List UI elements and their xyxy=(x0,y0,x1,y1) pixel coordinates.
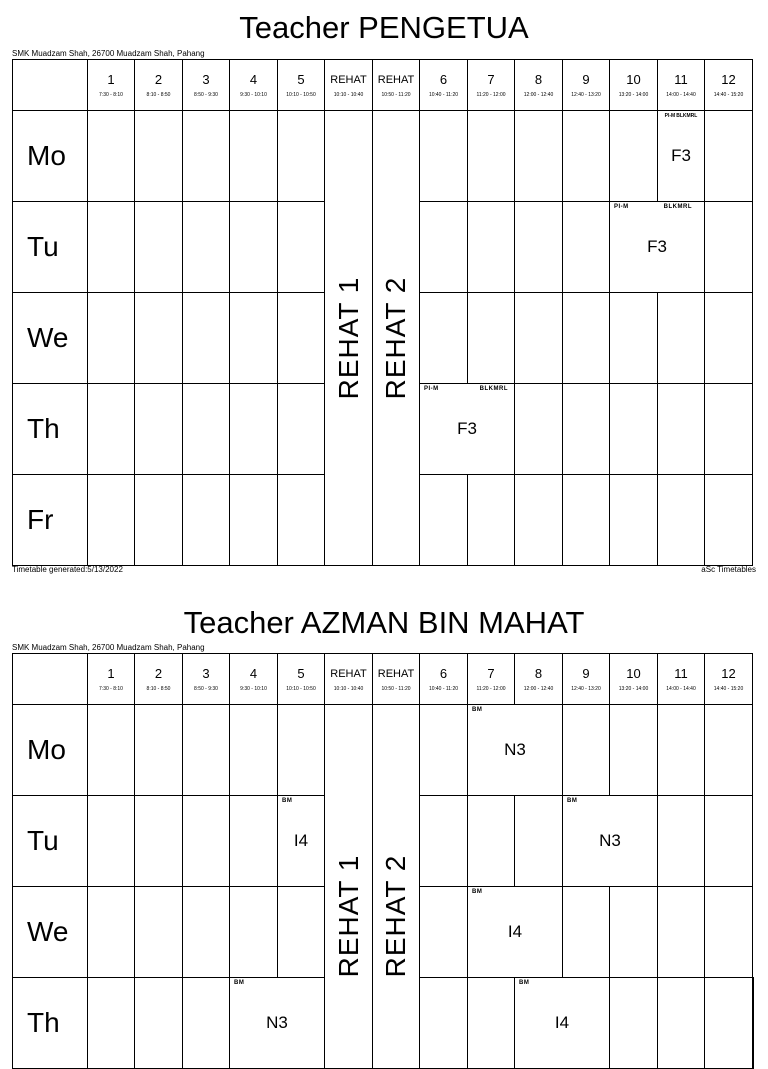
period-header: 4 9:30 - 10:10 xyxy=(230,60,278,111)
lesson-subject: BM xyxy=(472,707,483,713)
period-header: REHAT 10:50 - 11:20 xyxy=(373,654,420,705)
empty-cell xyxy=(705,384,753,475)
empty-cell xyxy=(563,202,610,293)
lesson-cell[interactable] xyxy=(278,796,325,887)
lesson-class: I4 xyxy=(293,831,309,850)
empty-cell xyxy=(135,384,183,475)
period-header: 4 9:30 - 10:10 xyxy=(230,654,278,705)
empty-cell xyxy=(705,293,753,384)
empty-cell xyxy=(420,475,468,566)
empty-cell xyxy=(135,978,183,1069)
empty-cell xyxy=(135,293,183,384)
period-header: 7 11:20 - 12:00 xyxy=(468,654,515,705)
period-header: 11 14:00 - 14:40 xyxy=(658,654,705,705)
empty-cell xyxy=(610,384,658,475)
empty-cell xyxy=(183,887,230,978)
empty-cell xyxy=(610,887,658,978)
empty-cell xyxy=(183,111,230,202)
generated-date: Timetable generated:5/13/2022 xyxy=(12,565,123,574)
lesson-cell[interactable] xyxy=(610,202,705,293)
period-header: 12 14:40 - 15:20 xyxy=(705,60,753,111)
empty-cell xyxy=(658,796,705,887)
empty-cell xyxy=(183,202,230,293)
period-header: 12 14:40 - 15:20 xyxy=(705,654,753,705)
empty-cell xyxy=(278,111,325,202)
empty-cell xyxy=(420,796,468,887)
corner-cell xyxy=(13,654,88,705)
empty-cell xyxy=(658,475,705,566)
empty-cell xyxy=(705,202,753,293)
empty-cell xyxy=(515,796,563,887)
lesson-cell[interactable] xyxy=(468,887,563,978)
empty-cell xyxy=(468,796,515,887)
teacher2-title: Teacher AZMAN BIN MAHAT xyxy=(183,605,585,640)
lesson-subject: PI-M xyxy=(424,386,439,392)
empty-cell xyxy=(610,293,658,384)
empty-cell xyxy=(183,978,230,1069)
empty-cell xyxy=(278,475,325,566)
empty-cell xyxy=(610,705,658,796)
period-header: REHAT 10:50 - 11:20 xyxy=(373,60,420,111)
empty-cell xyxy=(753,978,754,1069)
empty-cell xyxy=(278,293,325,384)
period-header: 2 8:10 - 8:50 xyxy=(135,654,183,705)
rehat2-cell: REHAT 2 xyxy=(373,111,420,566)
lesson-cell[interactable] xyxy=(230,978,325,1069)
teacher1-title: Teacher PENGETUA xyxy=(239,10,529,45)
teacher1-timetable xyxy=(12,59,753,566)
corner-cell xyxy=(13,60,88,111)
empty-cell xyxy=(230,705,278,796)
period-header: 9 12:40 - 13:20 xyxy=(563,654,610,705)
rehat1-cell: REHAT 1 xyxy=(325,111,373,566)
day-label: Mo xyxy=(13,705,88,796)
empty-cell xyxy=(183,475,230,566)
lesson-cell[interactable] xyxy=(468,705,563,796)
empty-cell xyxy=(135,202,183,293)
period-header: 6 10:40 - 11:20 xyxy=(420,654,468,705)
lesson-class: I4 xyxy=(507,922,523,941)
empty-cell xyxy=(230,111,278,202)
empty-cell xyxy=(563,293,610,384)
empty-cell xyxy=(278,202,325,293)
empty-cell xyxy=(515,475,563,566)
day-label: We xyxy=(13,293,88,384)
empty-cell xyxy=(515,202,563,293)
day-label: Tu xyxy=(13,202,88,293)
teacher2-row-monday xyxy=(13,705,754,796)
teacher1-school-name: SMK Muadzam Shah, 26700 Muadzam Shah, Pahang xyxy=(12,49,205,58)
empty-cell xyxy=(135,705,183,796)
lesson-class: F3 xyxy=(671,146,691,165)
lesson-class: N3 xyxy=(266,1013,288,1032)
empty-cell xyxy=(88,293,135,384)
empty-cell xyxy=(135,475,183,566)
empty-cell xyxy=(515,384,563,475)
empty-cell xyxy=(88,111,135,202)
empty-cell xyxy=(278,384,325,475)
period-header: 3 8:50 - 9:30 xyxy=(183,60,230,111)
empty-cell xyxy=(705,978,753,1069)
teacher2-header-row xyxy=(13,654,754,705)
period-header: 10 13:20 - 14:00 xyxy=(610,60,658,111)
period-header: 5 10:10 - 10:50 xyxy=(278,654,325,705)
teacher1-header-row xyxy=(13,60,753,111)
empty-cell xyxy=(658,293,705,384)
lesson-cell[interactable] xyxy=(658,111,705,202)
teacher2-school-name: SMK Muadzam Shah, 26700 Muadzam Shah, Pahang xyxy=(12,643,205,652)
empty-cell xyxy=(183,293,230,384)
period-header: 6 10:40 - 11:20 xyxy=(420,60,468,111)
empty-cell xyxy=(88,384,135,475)
empty-cell xyxy=(420,887,468,978)
lesson-subject: BM xyxy=(234,980,245,986)
empty-cell xyxy=(515,111,563,202)
empty-cell xyxy=(563,475,610,566)
empty-cell xyxy=(420,111,468,202)
empty-cell xyxy=(705,796,753,887)
period-header: 5 10:10 - 10:50 xyxy=(278,60,325,111)
period-header: REHAT 10:10 - 10:40 xyxy=(325,654,373,705)
period-header: 7 11:20 - 12:00 xyxy=(468,60,515,111)
lesson-room: BLKMRL xyxy=(676,113,698,119)
empty-cell xyxy=(420,705,468,796)
empty-cell xyxy=(563,887,610,978)
teacher1-row-monday xyxy=(13,111,753,202)
empty-cell xyxy=(658,384,705,475)
lesson-subject: PI-M xyxy=(664,113,676,119)
empty-cell xyxy=(88,796,135,887)
period-header: 11 14:00 - 14:40 xyxy=(658,60,705,111)
period-header: 2 8:10 - 8:50 xyxy=(135,60,183,111)
lesson-class: I4 xyxy=(554,1013,570,1032)
period-header: 9 12:40 - 13:20 xyxy=(563,60,610,111)
empty-cell xyxy=(610,978,658,1069)
empty-cell xyxy=(468,978,515,1069)
period-header: 10 13:20 - 14:00 xyxy=(610,654,658,705)
empty-cell xyxy=(610,111,658,202)
empty-cell xyxy=(88,887,135,978)
empty-cell xyxy=(658,887,705,978)
empty-cell xyxy=(183,796,230,887)
empty-cell xyxy=(705,887,753,978)
empty-cell xyxy=(563,384,610,475)
period-header: 1 7:30 - 8:10 xyxy=(88,654,135,705)
lesson-class: N3 xyxy=(504,740,526,759)
lesson-subject: BM xyxy=(472,889,483,895)
lesson-cell[interactable] xyxy=(563,796,658,887)
empty-cell xyxy=(515,293,563,384)
empty-cell xyxy=(88,202,135,293)
empty-cell xyxy=(278,705,325,796)
empty-cell xyxy=(230,202,278,293)
empty-cell xyxy=(468,475,515,566)
day-label: Th xyxy=(13,384,88,475)
empty-cell xyxy=(230,796,278,887)
lesson-class: N3 xyxy=(599,831,621,850)
lesson-subject: BM xyxy=(282,798,293,804)
lesson-room: BLKMRL xyxy=(663,204,692,210)
empty-cell xyxy=(468,111,515,202)
empty-cell xyxy=(420,293,468,384)
empty-cell xyxy=(658,705,705,796)
empty-cell xyxy=(183,384,230,475)
lesson-subject: BM xyxy=(567,798,578,804)
period-header: 3 8:50 - 9:30 xyxy=(183,654,230,705)
period-header: REHAT 10:10 - 10:40 xyxy=(325,60,373,111)
day-label: Mo xyxy=(13,111,88,202)
empty-cell xyxy=(88,475,135,566)
software-credit: aSc Timetables xyxy=(701,565,756,574)
lesson-subject: PI-M xyxy=(614,204,629,210)
empty-cell xyxy=(658,978,705,1069)
lesson-cell[interactable] xyxy=(515,978,610,1069)
lesson-room: BLKMRL xyxy=(479,386,508,392)
empty-cell xyxy=(705,475,753,566)
empty-cell xyxy=(135,887,183,978)
period-header: 8 12:00 - 12:40 xyxy=(515,60,563,111)
day-label: Fr xyxy=(13,475,88,566)
empty-cell xyxy=(420,978,468,1069)
day-label: Th xyxy=(13,978,88,1069)
empty-cell xyxy=(705,111,753,202)
rehat1-cell: REHAT 1 xyxy=(325,705,373,1069)
empty-cell xyxy=(610,475,658,566)
empty-cell xyxy=(705,705,753,796)
lesson-class: F3 xyxy=(457,419,477,438)
empty-cell xyxy=(563,705,610,796)
lesson-cell[interactable] xyxy=(420,384,515,475)
day-label: Tu xyxy=(13,796,88,887)
empty-cell xyxy=(88,978,135,1069)
empty-cell xyxy=(278,887,325,978)
empty-cell xyxy=(468,202,515,293)
empty-cell xyxy=(230,887,278,978)
empty-cell xyxy=(230,293,278,384)
lesson-subject: BM xyxy=(519,980,530,986)
empty-cell xyxy=(230,384,278,475)
empty-cell xyxy=(230,475,278,566)
teacher2-timetable xyxy=(12,653,754,1069)
empty-cell xyxy=(420,202,468,293)
empty-cell xyxy=(183,705,230,796)
empty-cell xyxy=(563,111,610,202)
day-label: We xyxy=(13,887,88,978)
lesson-class: F3 xyxy=(647,237,667,256)
period-header: 1 7:30 - 8:10 xyxy=(88,60,135,111)
rehat2-cell: REHAT 2 xyxy=(373,705,420,1069)
period-header: 8 12:00 - 12:40 xyxy=(515,654,563,705)
empty-cell xyxy=(135,111,183,202)
empty-cell xyxy=(88,705,135,796)
empty-cell xyxy=(135,796,183,887)
empty-cell xyxy=(468,293,515,384)
